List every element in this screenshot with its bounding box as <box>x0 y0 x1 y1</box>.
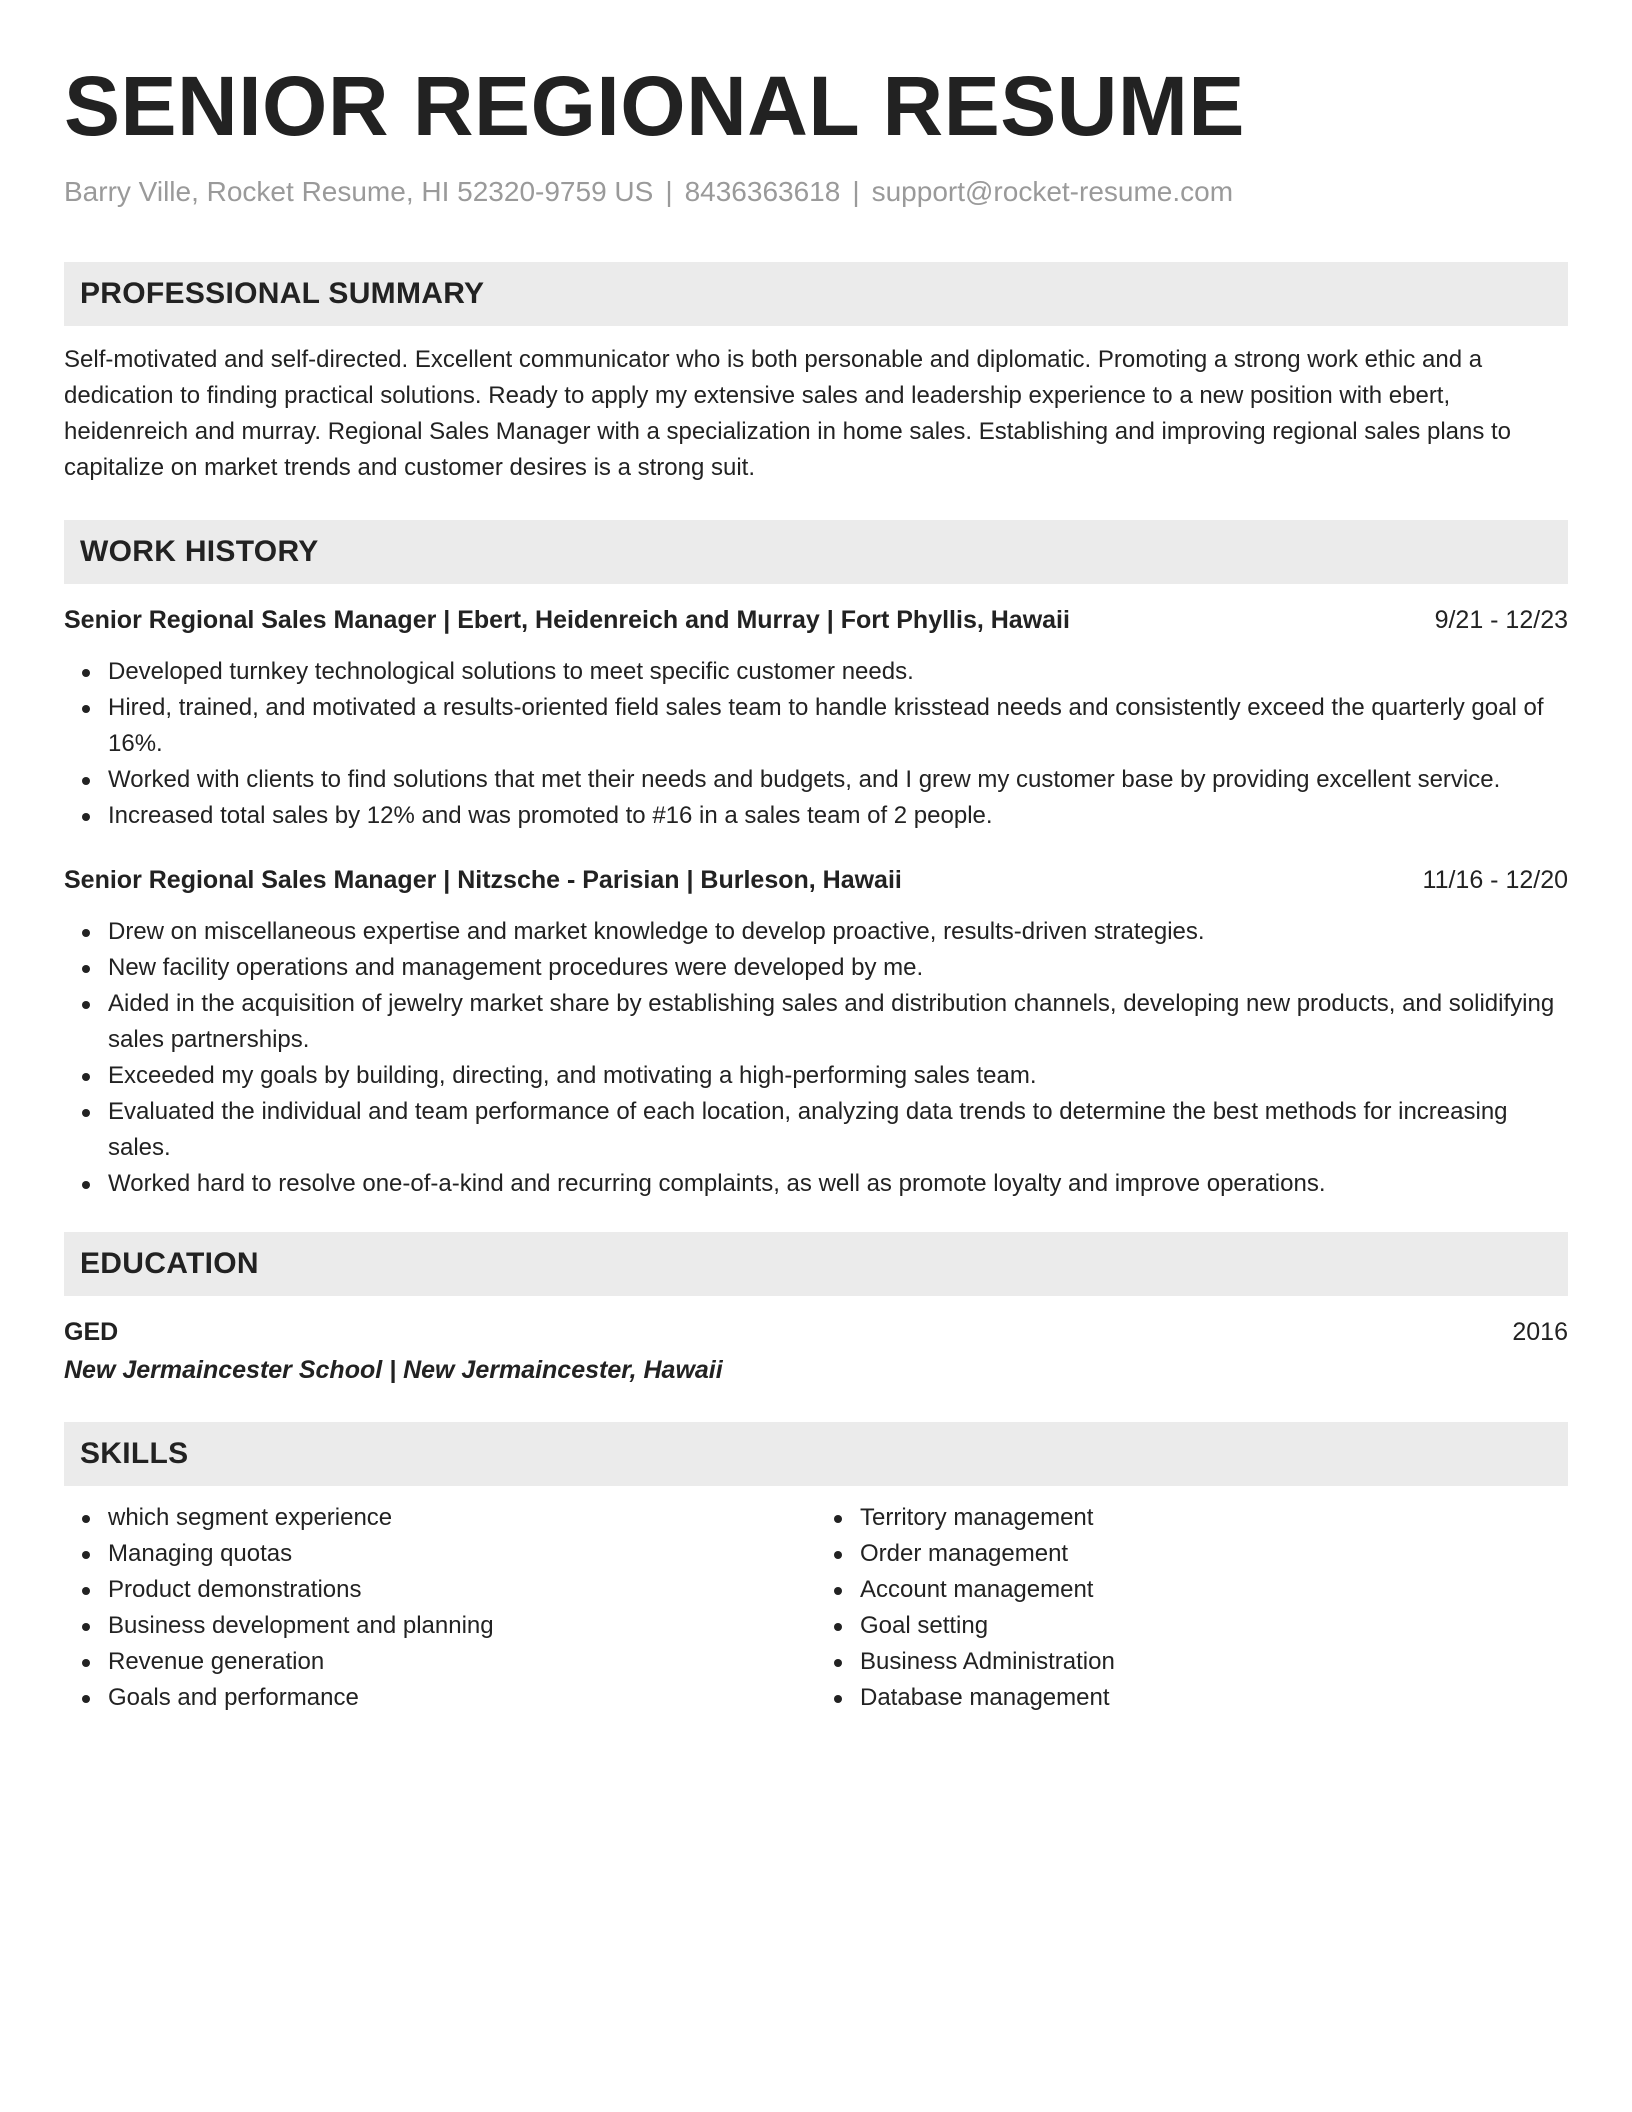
skill-item: Goal setting <box>860 1608 1568 1644</box>
contact-line <box>64 174 1568 210</box>
resume-title: SENIOR REGIONAL RESUME <box>64 59 1245 153</box>
job-bullet: Worked with clients to find solutions that met their needs and budgets, and I grew my customer base by providing excellent service. <box>108 762 1568 798</box>
contact-separator: | <box>852 176 860 207</box>
section-heading-skills: SKILLS <box>64 1422 1568 1486</box>
education-year: 2016 <box>1512 1318 1568 1346</box>
contact-phone: 8436363618 <box>684 176 841 207</box>
job-bullets <box>64 654 1568 834</box>
skill-item: Territory management <box>860 1500 1568 1536</box>
skill-item: Product demonstrations <box>108 1572 816 1608</box>
job-bullet: Increased total sales by 12% and was promoted to #16 in a sales team of 2 people. <box>108 798 1568 834</box>
skills-list <box>816 1500 1568 1716</box>
contact-separator: | <box>665 176 673 207</box>
section-heading-summary: PROFESSIONAL SUMMARY <box>64 262 1568 326</box>
skills-column-left <box>64 1500 816 1716</box>
section-heading-work-history: WORK HISTORY <box>64 520 1568 584</box>
job-bullet: Drew on miscellaneous expertise and market knowledge to develop proactive, results-driven strategies. <box>108 914 1568 950</box>
job-title: Senior Regional Sales Manager | Ebert, Heidenreich and Murray | Fort Phyllis, Hawaii <box>64 606 1070 634</box>
job-bullet: Hired, trained, and motivated a results-oriented field sales team to handle krisstead needs and consistently exceed the quarterly goal of 16%. <box>108 690 1568 762</box>
job-bullet: Worked hard to resolve one-of-a-kind and recurring complaints, as well as promote loyalty and improve operations. <box>108 1166 1568 1202</box>
job-dates: 9/21 - 12/23 <box>1434 606 1568 634</box>
job-entry <box>64 602 1568 834</box>
summary-text: Self-motivated and self-directed. Excellent communicator who is both personable and diplomatic. Promoting a strong work ethic and a dedication to finding practical solutions. Ready to apply my extensive sales and leadership experience to a new position with ebert, heidenreich and murray. Regional Sales Manager with a specialization in home sales. Establishing and improving regional sales plans to capitalize on market trends and customer desires is a strong suit. <box>64 346 1512 481</box>
skill-item: which segment experience <box>108 1500 816 1536</box>
education-school: New Jermaincester School | New Jermaincester, Hawaii <box>64 1356 723 1384</box>
skill-item: Goals and performance <box>108 1680 816 1716</box>
skill-item: Managing quotas <box>108 1536 816 1572</box>
job-dates: 11/16 - 12/20 <box>1422 866 1568 894</box>
job-bullet: New facility operations and management procedures were developed by me. <box>108 950 1568 986</box>
job-entry <box>64 862 1568 1202</box>
contact-email: support@rocket-resume.com <box>871 176 1234 207</box>
contact-address: Barry Ville, Rocket Resume, HI 52320-9759 US <box>64 176 654 207</box>
job-header <box>64 862 1568 898</box>
skill-item: Business Administration <box>860 1644 1568 1680</box>
job-header <box>64 602 1568 638</box>
education-header <box>64 1314 1568 1350</box>
section-heading-education: EDUCATION <box>64 1232 1568 1296</box>
job-bullet: Evaluated the individual and team performance of each location, analyzing data trends to determine the best methods for increasing sales. <box>108 1094 1568 1166</box>
skills-list <box>64 1500 816 1716</box>
skill-item: Revenue generation <box>108 1644 816 1680</box>
job-bullet: Developed turnkey technological solutions to meet specific customer needs. <box>108 654 1568 690</box>
skill-item: Account management <box>860 1572 1568 1608</box>
job-bullet: Aided in the acquisition of jewelry market share by establishing sales and distribution channels, developing new products, and solidifying sales partnerships. <box>108 986 1568 1058</box>
job-title: Senior Regional Sales Manager | Nitzsche - Parisian | Burleson, Hawaii <box>64 866 902 894</box>
skill-item: Database management <box>860 1680 1568 1716</box>
skill-item: Order management <box>860 1536 1568 1572</box>
job-bullets <box>64 914 1568 1202</box>
skills-column-right <box>816 1500 1568 1716</box>
skill-item: Business development and planning <box>108 1608 816 1644</box>
job-bullet: Exceeded my goals by building, directing, and motivating a high-performing sales team. <box>108 1058 1568 1094</box>
skills-grid <box>64 1500 1568 1716</box>
education-degree: GED <box>64 1318 119 1346</box>
